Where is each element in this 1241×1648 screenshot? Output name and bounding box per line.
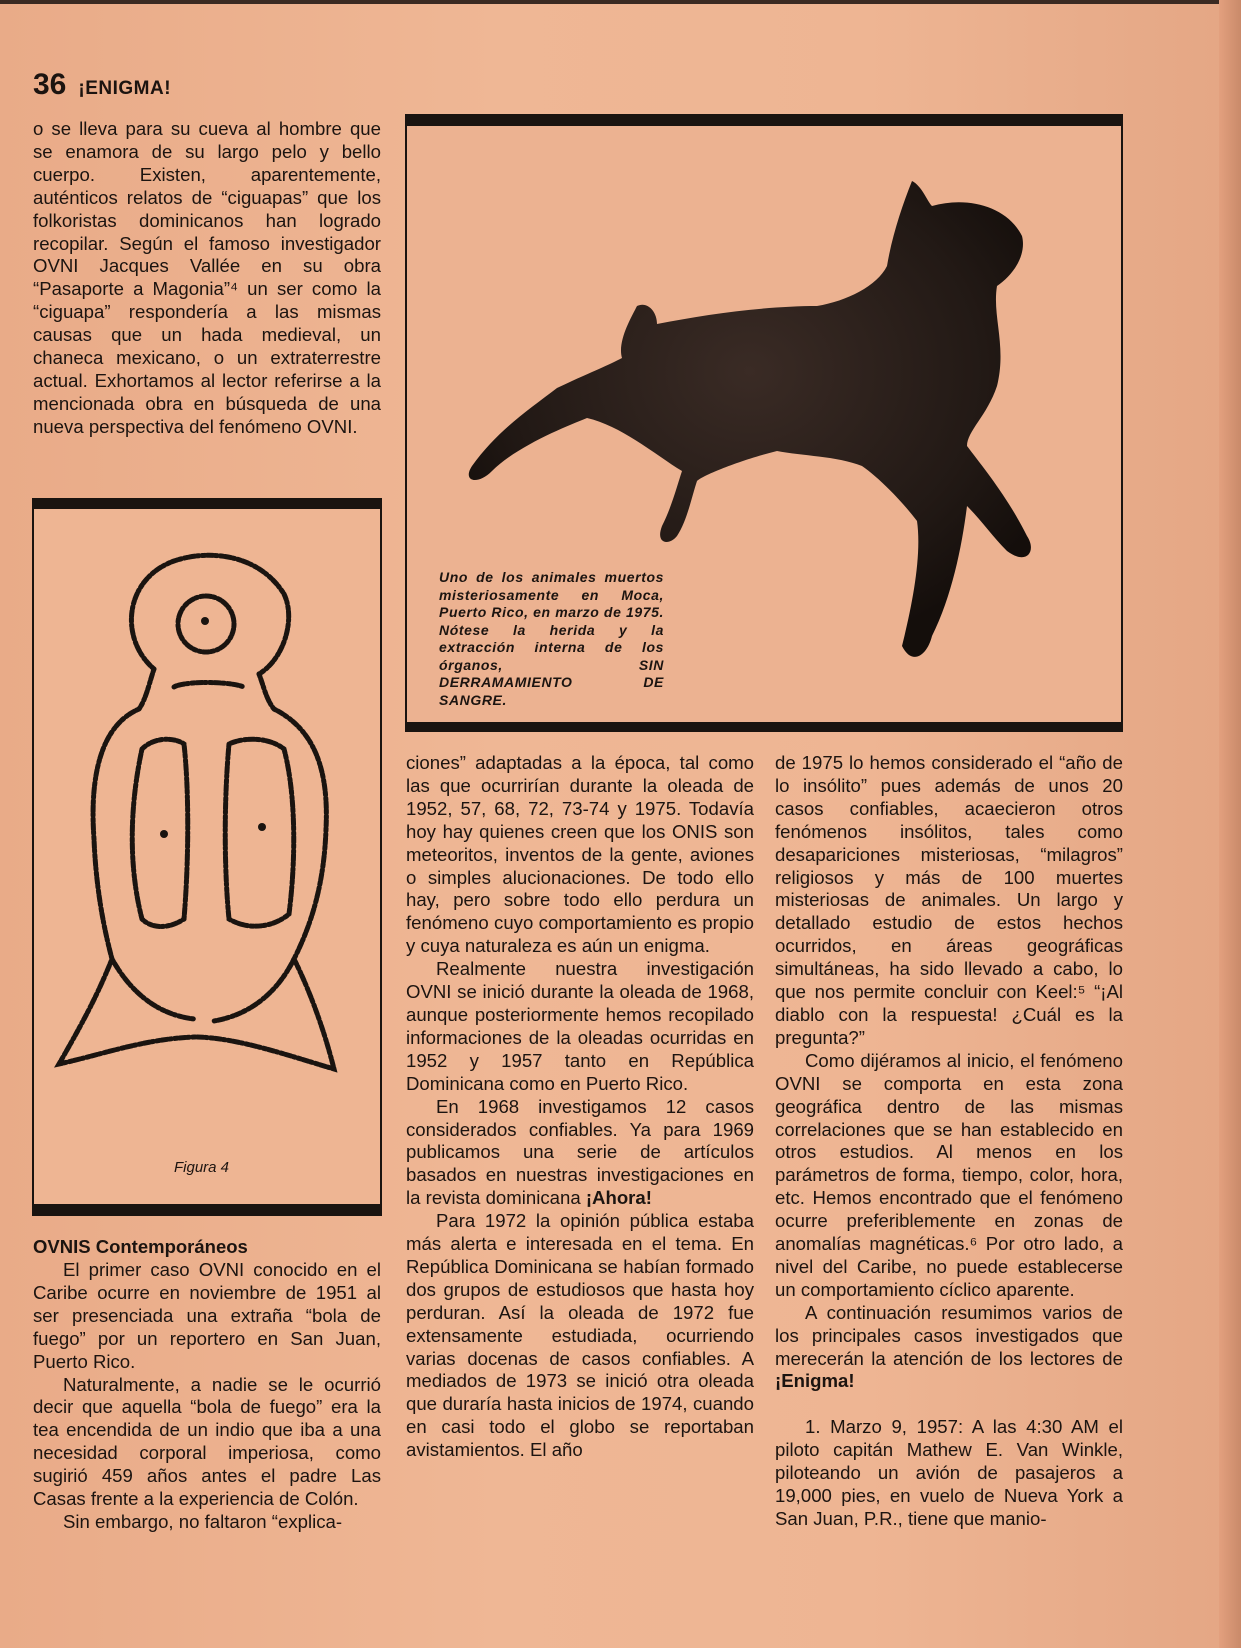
column-1-top <box>33 118 381 439</box>
column-2 <box>406 752 754 1462</box>
paragraph: Naturalmente, a nadie se le ocurrió decir que aquella “bola de fuego” era la tea encendida de un indio que iba a una necesidad corporal imperiosa, como sugirió 459 años antes el padre Las Casas frente a la experiencia de Colón. <box>33 1373 381 1510</box>
magazine-reference: ¡Enigma! <box>775 1370 855 1392</box>
paragraph: Sin embargo, no faltaron “explica- <box>63 1510 343 1532</box>
paragraph <box>406 1096 754 1211</box>
paragraph: El primer caso OVNI conocido en el Caribe ocurre en noviembre de 1951 al ser presenciada una extraña “bola de fuego” por un reportero en San Juan, Puerto Rico. <box>33 1259 381 1372</box>
magazine-reference: ¡Ahora! <box>585 1187 652 1209</box>
page-number: 36 <box>33 68 67 101</box>
paragraph <box>775 1302 1123 1394</box>
page-right-edge <box>1219 0 1241 1648</box>
paragraph: 1. Marzo 9, 1957: A las 4:30 AM el piloto capitán Mathew E. Van Winkle, piloteando un avión de pasajeros a 19,000 pies, en vuelo de Nueva York a San Juan, P.R., tiene que manio- <box>775 1416 1123 1529</box>
paragraph: de 1975 lo hemos considerado el “año de lo insólito” pues además de unos 20 casos confiables, acaecieron otros fenómenos insólitos, tales como desapariciones misteriosas, “milagros” religiosos y más de 100 muertes misteriosas de animales. Un largo y detallado estudio de estos hechos ocurridos, en áreas geográficas simultáneas, ha sido llevado a cabo, lo que nos permite concluir con Keel:⁵ “¡Al diablo con la respuesta! ¿Cuál es la pregunta?” <box>775 752 1123 1048</box>
paragraph-text: En 1968 investigamos 12 casos considerados confiables. Ya para 1969 publicamos una serie de artículos basados en nuestras investigaciones en la revista dominicana <box>406 1095 754 1209</box>
animal-photo <box>405 114 1123 732</box>
paragraph: Para 1972 la opinión pública estaba más alerta e interesada en el tema. En República Dominicana se habían formado dos grupos de estudiosos que hasta hoy perduran. Así la oleada de 1972 fue extensamente estudiada, ocurriendo varias docenas de casos confiables. A mediados de 1973 se inició otra oleada que duraría hasta inicios de 1974, cuando en casi todo el globo se reportaban avistamientos. El año <box>406 1210 754 1461</box>
column-1-bottom <box>33 1259 381 1534</box>
paragraph: Como dijéramos al inicio, el fenómeno OVNI se comporta en esta zona geográfica dentro de las mismas correlaciones que se han establecido en otros estudios. Al menos en los parámetros de forma, tiempo, color, hora, etc. Hemos encontrado que el fenómeno ocurre preferiblemente en zonas de anomalías magnéticas.⁶ Por otro lado, a nivel del Caribe, no puede establecerse un comportamiento cíclico aparente. <box>775 1049 1123 1300</box>
petroglyph-drawing-icon <box>34 509 380 1204</box>
column-3 <box>775 752 1123 1531</box>
paragraph: ciones” adaptadas a la época, tal como las que ocurrirían durante la oleada de 1952, 57, 68, 72, 73-74 y 1975. Todavía hoy hay quienes creen que los ONIS son meteoritos, inventos de la gente, aviones o simples alucionaciones. De todo ello hay, pero sobre todo ello perdura un fenómeno cuyo comportamiento es propio y cuya naturaleza es aún un enigma. <box>406 752 754 957</box>
paragraph: Realmente nuestra investigación OVNI se inició durante la oleada de 1968, aunque posteriormente hemos recopilado informaciones de la oleadas ocurridas en 1952 y 1957 tanto en República Dominicana como en Puerto Rico. <box>406 958 754 1094</box>
page-top-edge <box>0 0 1241 4</box>
section-heading: OVNIS Contemporáneos <box>33 1236 248 1257</box>
figure-4 <box>32 498 382 1216</box>
magazine-title: ¡ENIGMA! <box>78 78 172 99</box>
figure-caption: Figura 4 <box>174 1159 230 1176</box>
paragraph: o se lleva para su cueva al hombre que se enamora de su largo pelo y bello cuerpo. Existen, aparentemente, auténticos relatos de “ciguapas” que los folkoristas dominicanos han logrado recopilar. Según el famoso investigador OVNI Jacques Vallée en su obra “Pasaporte a Magonia”⁴ un ser como la “ciguapa” respondería a las mismas causas que un hada medieval, un chaneca mexicano, o un extraterrestre actual. Exhortamos al lector referirse a la mencionada obra en búsqueda de una nueva perspectiva del fenómeno OVNI. <box>33 118 381 437</box>
photo-caption: Uno de los animales muertos misteriosamente en Moca, Puerto Rico, en marzo de 1975. Nótese la herida y la extracción interna de los órganos, SIN DERRAMAMIENTO DE SANGRE. <box>439 569 664 708</box>
page-header <box>33 68 171 104</box>
paragraph-text: A continuación resumimos varios de los principales casos investigados que merecerán la atención de los lectores de <box>775 1301 1123 1369</box>
